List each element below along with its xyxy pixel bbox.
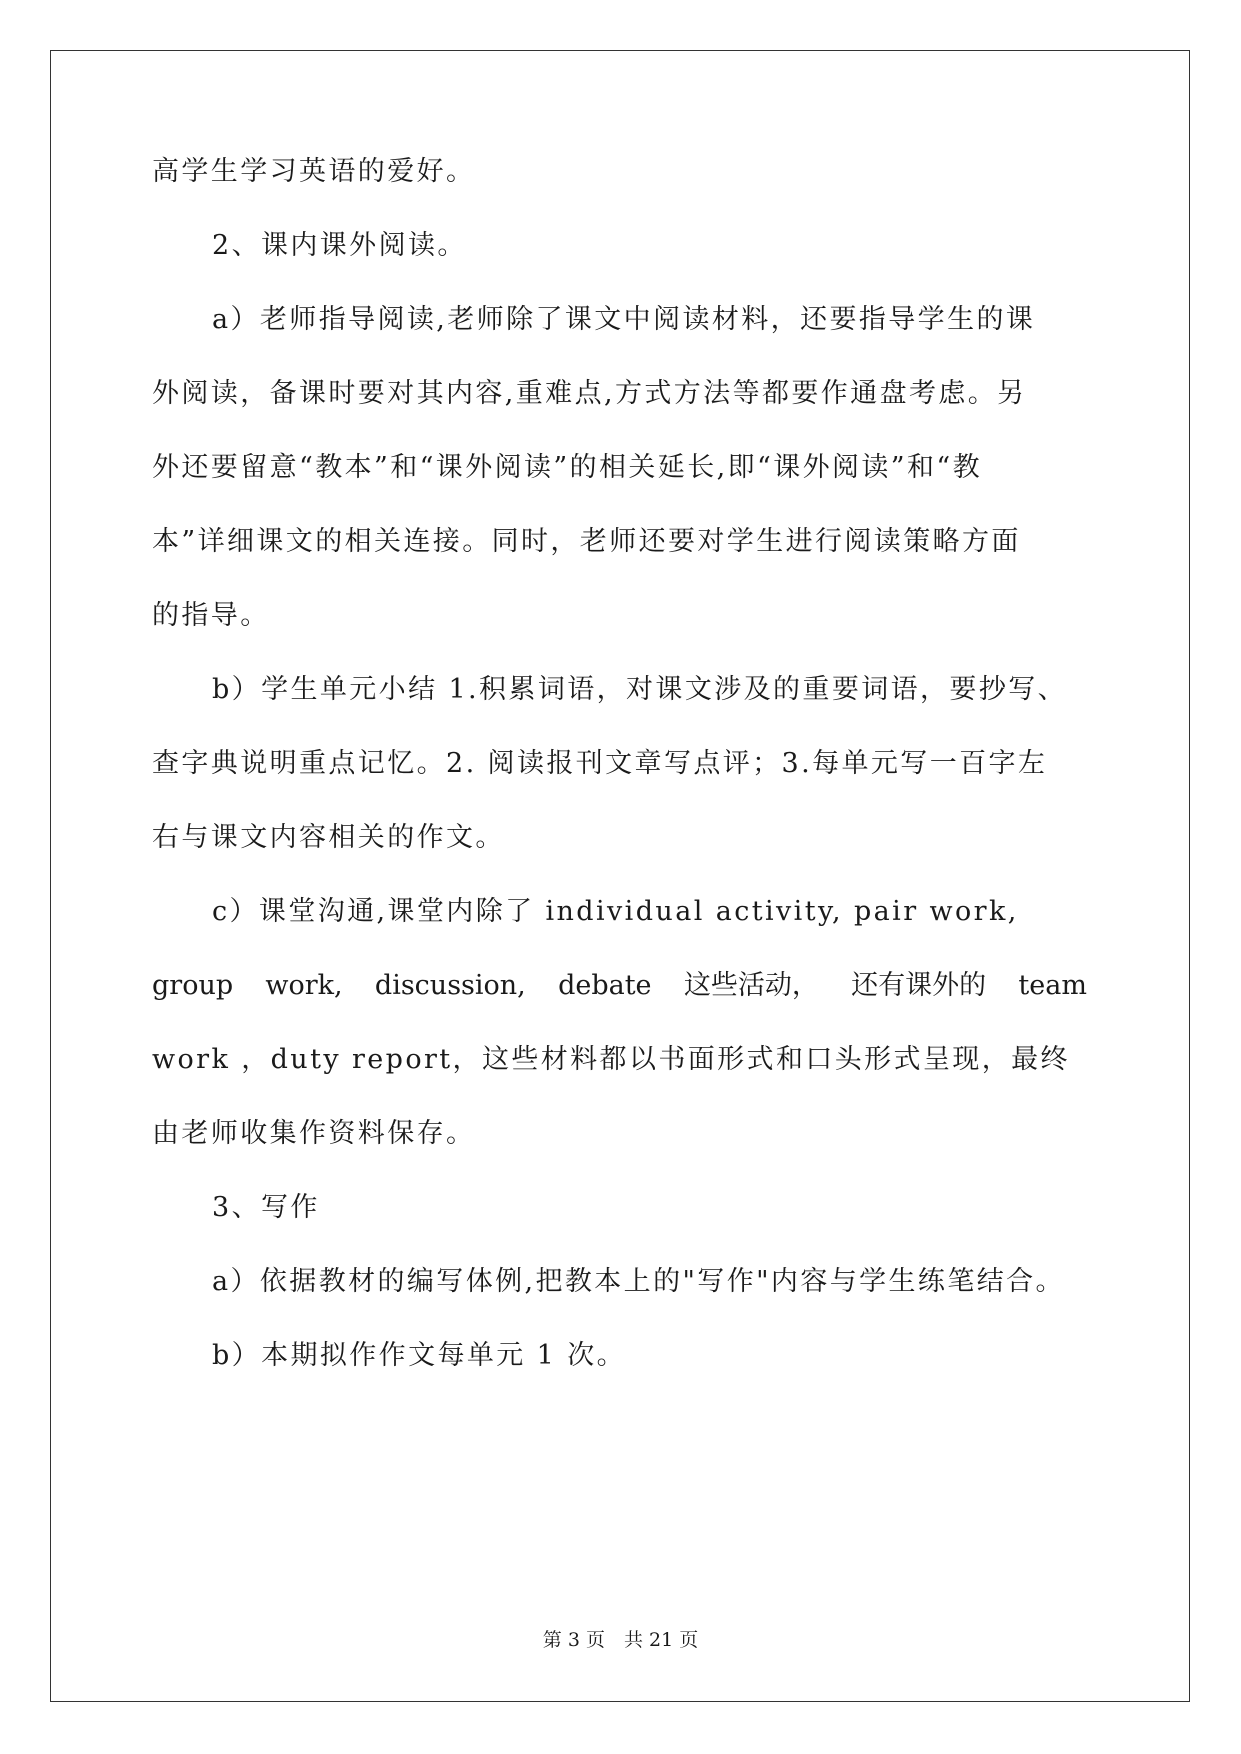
- text-line-8: b）学生单元小结 1.积累词语，对课文涉及的重要词语，要抄写、: [212, 674, 1068, 705]
- text-line-14: 由老师收集作资料保存。: [152, 1118, 476, 1149]
- text-line-9: 查字典说明重点记忆。2. 阅读报刊文章写点评；3.每单元写一百字左: [152, 748, 1048, 779]
- text-line-12-word-1: group: [152, 970, 234, 1001]
- text-line-12-word-7: team: [1018, 970, 1087, 1001]
- text-line-12-word-6: 还有课外的: [851, 970, 987, 1001]
- text-line-12-word-2: work,: [265, 970, 343, 1001]
- text-line-6: 本”详细课文的相关连接。同时，老师还要对学生进行阅读策略方面: [152, 526, 1021, 557]
- text-line-5: 外还要留意“教本”和“课外阅读”的相关延长,即“课外阅读”和“教: [152, 452, 983, 483]
- text-line-17: b）本期拟作作文每单元 1 次。: [212, 1340, 627, 1371]
- text-line-11: c）课堂沟通,课堂内除了 individual activity, pair work,: [212, 896, 1019, 927]
- text-line-12-word-4: debate: [558, 970, 652, 1001]
- text-line-13: work ，duty report，这些材料都以书面形式和口头形式呈现，最终: [152, 1044, 1070, 1075]
- text-line-12: [152, 966, 1087, 1006]
- text-line-3: a）老师指导阅读,老师除了课文中阅读材料，还要指导学生的课: [212, 304, 1036, 335]
- text-line-12-word-5: 这些活动，: [683, 970, 819, 1001]
- text-line-10: 右与课文内容相关的作文。: [152, 822, 505, 853]
- text-line-1: 高学生学习英语的爱好。: [152, 156, 476, 187]
- text-line-2: 2、课内课外阅读。: [212, 230, 467, 261]
- page-number-footer: 第 3 页 共 21 页: [542, 1629, 699, 1651]
- text-line-12-word-3: discussion,: [374, 970, 526, 1001]
- page-border: [50, 50, 1190, 1702]
- text-line-16: a）依据教材的编写体例,把教本上的"写作"内容与学生练笔结合。: [212, 1266, 1065, 1297]
- text-line-15: 3、写作: [212, 1192, 320, 1223]
- text-line-7: 的指导。: [152, 600, 270, 631]
- text-line-4: 外阅读，备课时要对其内容,重难点,方式方法等都要作通盘考虑。另: [152, 378, 1027, 409]
